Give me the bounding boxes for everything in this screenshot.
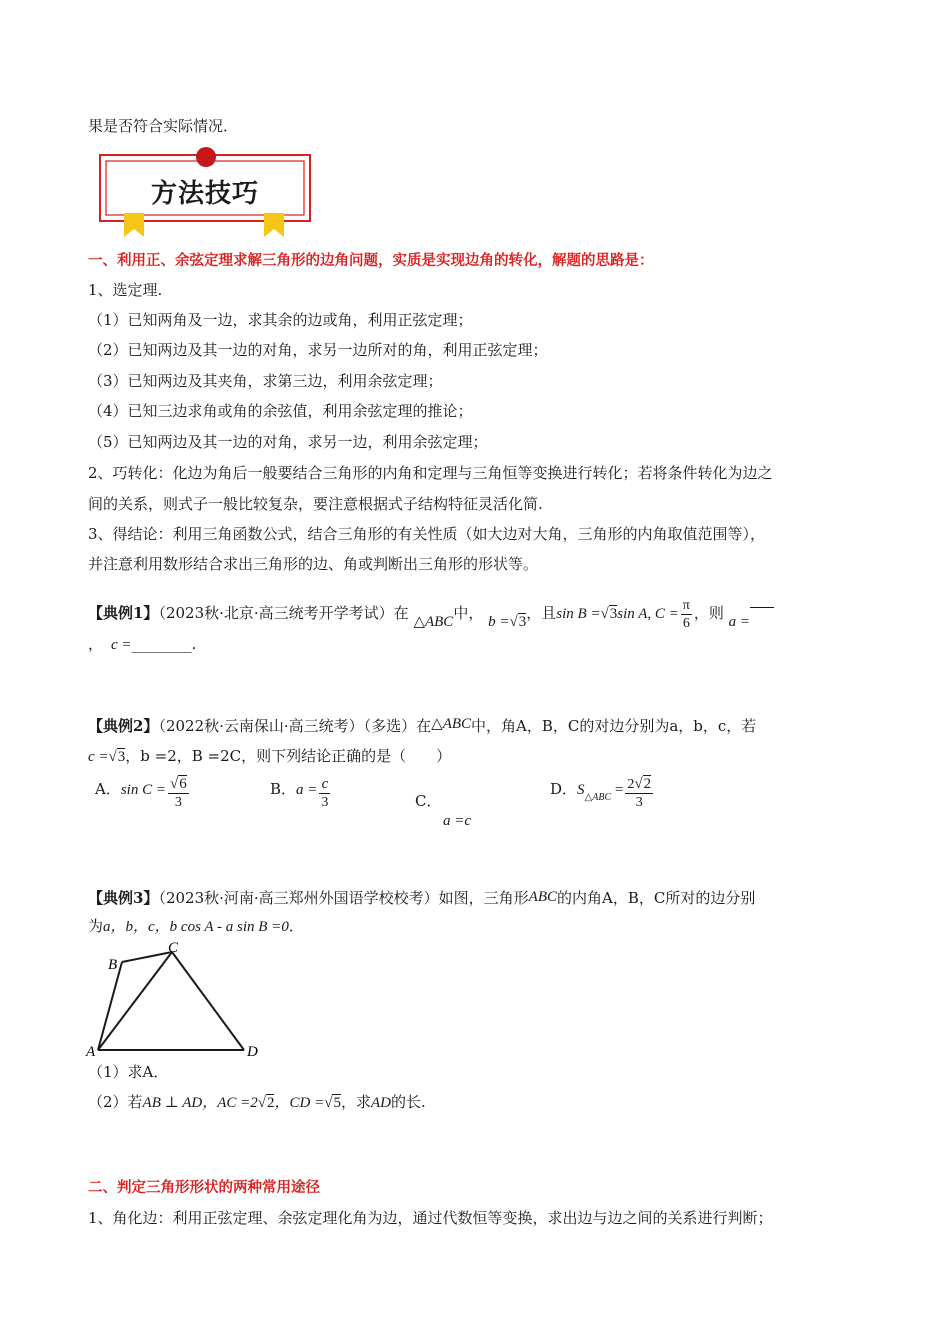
example3-condition: a，b，c，b cos A - a sin B =0 [103,919,289,935]
example2-line1 [88,716,756,737]
section2-item1: 1、角化边：利用正弦定理、余弦定理化角为边，通过代数恒等变换，求出边与边之间的关系进行判断； [88,1209,773,1227]
example1-line2: ， c =________. [88,635,197,653]
method-badge [98,147,312,237]
example1-ze: ，则 [693,604,724,622]
example1-sinB: sin B = [556,606,601,622]
example1-blank: ________. [131,635,197,653]
example3-label: 【典例3】 [88,889,159,907]
example2-c-eq: c = [88,749,109,765]
section1-item-4: （4）已知三边求角或角的余弦值，利用余弦定理的推论； [88,402,473,420]
figure-label-a: A [86,1044,96,1058]
example1-c-eq: c = [111,637,132,653]
section2-heading: 二、判定三角形形状的两种常用途径 [88,1180,320,1196]
example1-a-eq: a = [728,614,751,630]
figure-label-d: D [247,1044,258,1058]
section1-item-5: （5）已知两边及其一边的对角，求另一边，利用余弦定理； [88,433,488,451]
section1-step2-line1: 2、巧转化：化边为角后一般要结合三角形的内角和定理与三角恒等变换进行转化；若将条件转化为边之 [88,464,773,482]
section1-step3-line1: 3、得结论：利用三角函数公式，结合三角形的有关性质（如大边对大角，三角形的内角取值范围等）， [88,525,766,543]
example2-option-c[interactable]: C． a =c [415,792,472,829]
example2-label: 【典例2】 [88,717,159,735]
example3-abc: ABC [528,889,557,905]
example3-figure [84,938,274,1058]
figure-label-c: C [168,940,179,956]
example3-q1: （1）求A． [88,1063,169,1081]
section1-item-3: （3）已知两边及其夹角，求第三边，利用余弦定理； [88,372,443,390]
section1-step3-line2: 并注意利用数形结合求出三角形的边、角或判断出三角形的形状等。 [88,555,539,573]
example1-triangle: △ABC [413,614,454,630]
example2-option-d[interactable]: D．$S_{\triangle ABC}$ = $\frac{2√2}{3}$ [550,776,652,810]
example1-sinA: sin A, C = [617,606,679,622]
example2-line2: c =√3，b =2，B =2C，则下列结论正确的是（ ） [88,747,452,765]
figure-edge-cd [172,952,244,1050]
example1-source: （2023秋·北京·高三统考开学考试）在 [158,604,409,622]
example1-line1: 【典例1】（2023秋·北京·高三统考开学考试）在 △ABC中， b =√3，且sin B =√3sin A, C = $\frac{\pi}{6}$ ，则 a = [88,596,774,632]
example1-pi-over-6: $\frac{\pi}{6}$ [682,597,690,631]
example1-sqrt3b: 3 [609,606,618,622]
example2-source: （2022秋·云南保山·高三统考）（多选）在 [158,717,432,735]
example3-line2: 为a，b，c，b cos A - a sin B =0． [88,917,304,935]
example3-line1 [88,888,755,909]
example1-label: 【典例1】 [88,604,159,622]
example1-b-eq: b = [488,614,510,630]
example3-q2: （2）若AB ⊥ AD，AC =2√2，CD =√5，求AD的长. [88,1093,426,1111]
example3-rest1: 的内角A，B，C所对的边分别 [557,889,756,907]
section1-step1: 1、选定理. [88,281,163,299]
example1-zhong: 中， [453,604,484,622]
example2-option-b[interactable]: B．a = $\frac{c}{3}$ [270,776,329,810]
example1-sqrt3: 3 [518,614,527,630]
example3-source: （2023秋·河南·高三郑州外国语学校校考）如图，三角形 [158,889,529,907]
example2-option-a[interactable]: A．sin C = $\frac{√6}{3}$ [95,776,187,810]
section1-heading: 一、利用正、余弦定理求解三角形的边角问题，实质是实现边角的转化，解题的思路是： [88,253,654,269]
badge-title: 方法技巧 [150,179,259,209]
example2-triangle: △ABC [431,716,472,732]
example2-rest1: 中，角A，B，C的对边分别为a，b，c，若 [471,717,757,735]
figure-label-b: B [108,957,118,973]
example2-conditions: ，b =2，B =2C，则下列结论正确的是（ ） [125,747,452,765]
section1-item-1: （1）已知两角及一边，求其余的边或角，利用正弦定理； [88,311,473,329]
intro-line: 果是否符合实际情况． [88,117,239,135]
example1-qie: ，且 [526,604,557,622]
section1-item-2: （2）已知两边及其一边的对角，求另一边所对的角，利用正弦定理； [88,341,548,359]
figure-edge-ab [98,962,122,1050]
section1-step2-line2: 间的关系，则式子一般比较复杂，要注意根据式子结构特征灵活化简. [88,495,543,513]
